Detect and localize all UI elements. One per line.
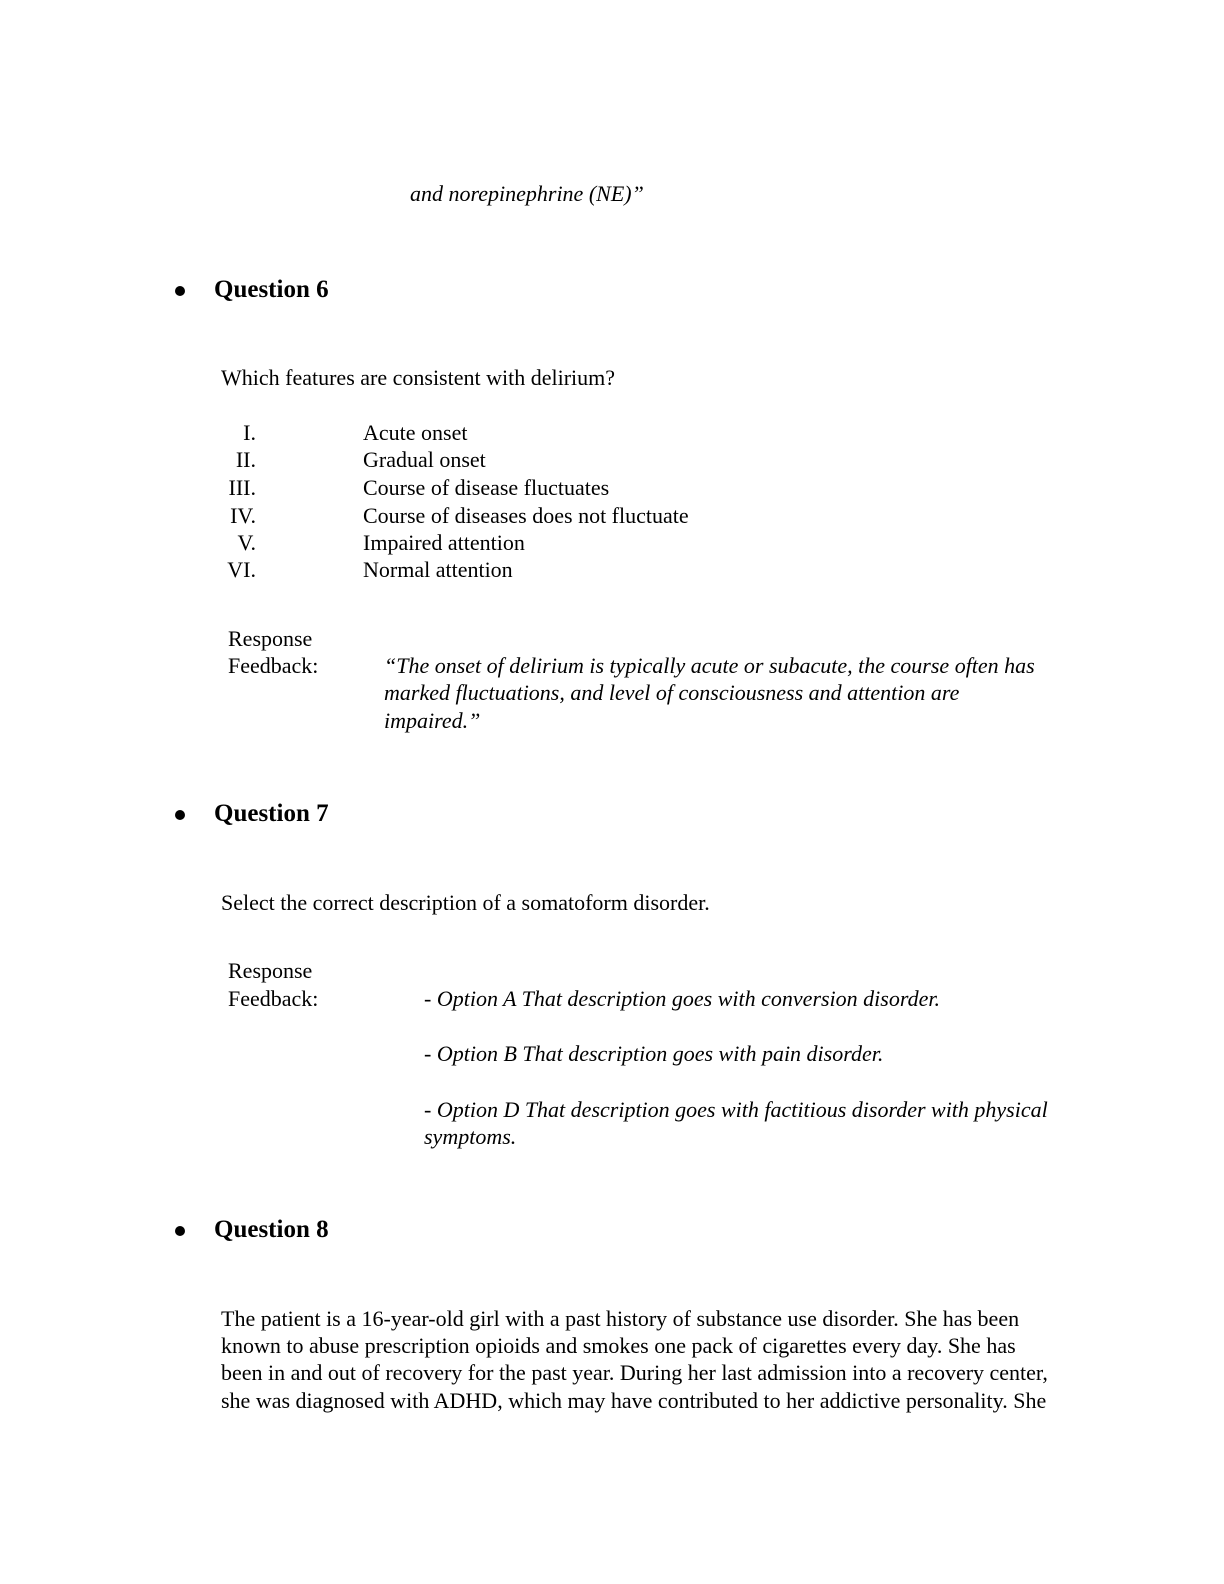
q6-option-numeral: II. [235,447,256,472]
q6-bullet [175,286,185,296]
q7-feedback-item: - Option D That description goes with factitious disorder with physical [424,1097,1048,1122]
q7-feedback-item: - Option B That description goes with pain disorder. [424,1041,884,1066]
q8-paragraph-line: been in and out of recovery for the past year. During her last admission into a recovery center, [221,1360,1048,1385]
q6-feedback-line: “The onset of delirium is typically acute or subacute, the course often has [384,653,1035,678]
q6-option-text: Gradual onset [363,447,486,472]
q8-bullet [175,1226,185,1236]
q7-heading: Question 7 [214,800,329,827]
q8-heading: Question 8 [214,1216,329,1243]
q6-option-numeral: VI. [227,557,256,582]
q6-option-text: Normal attention [363,557,513,582]
q7-feedback-item: - Option A That description goes with conversion disorder. [424,986,940,1011]
q6-feedback-line: impaired.” [384,708,481,733]
q7-feedback-label-line2: Feedback: [228,986,319,1011]
q6-prompt: Which features are consistent with delirium? [221,365,616,390]
q6-option-numeral: V. [237,530,256,555]
top-fragment-text: and norepinephrine (NE)” [410,181,644,206]
q6-option-numeral: IV. [230,503,256,528]
q8-paragraph-line: she was diagnosed with ADHD, which may have contributed to her addictive personality. She [221,1388,1047,1413]
q8-paragraph-line: known to abuse prescription opioids and smokes one pack of cigarettes every day. She has [221,1333,1016,1358]
q6-feedback-label-line1: Response [228,626,313,651]
q6-option-text: Course of disease fluctuates [363,475,610,500]
q6-option-text: Impaired attention [363,530,525,555]
q6-option-text: Acute onset [363,420,468,445]
q7-feedback-item: symptoms. [424,1124,517,1149]
q7-bullet [175,810,185,820]
q6-option-numeral: III. [228,475,256,500]
q7-prompt: Select the correct description of a somatoform disorder. [221,890,710,915]
q6-option-numeral: I. [243,420,256,445]
q7-feedback-label-line1: Response [228,958,313,983]
q6-feedback-line: marked fluctuations, and level of consciousness and attention are [384,680,960,705]
q8-paragraph-line: The patient is a 16-year-old girl with a past history of substance use disorder. She has been [221,1306,1020,1331]
q6-option-text: Course of diseases does not fluctuate [363,503,689,528]
q6-heading: Question 6 [214,276,329,303]
q6-feedback-label-line2: Feedback: [228,653,319,678]
